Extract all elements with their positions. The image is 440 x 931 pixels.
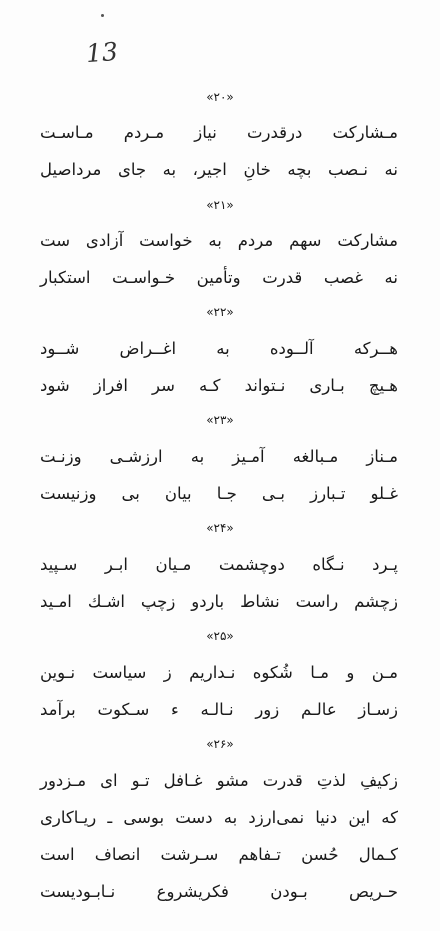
stanza-number: «۲۱» [206,198,234,212]
verse-line: نه نـصب بچه خانِ اجیر، به جای مرداصیل [40,160,398,179]
verse-line: زسـاز عالـم زور نـالـه ء سـکوت برآمد [40,700,398,719]
verse-line: مـناز مـبالغه آمـیز به ارزشـی وزنـت [40,447,398,466]
verse-line: هـیچ بـاری نـتواند کـه سر افراز شود [40,376,398,395]
stanza-number: «۲۳» [206,413,234,427]
verse-line: زچشم راست نشاط باردو زچپ اشـك امـید [40,592,398,611]
stanza-number: «۲۲» [206,305,234,319]
verse-line: کـمال حُسن تـفاهم سـرشت انصاف است [40,845,398,864]
stanza-number: «۲۴» [206,521,234,535]
verse-line: غـلو تـبارز بـی جـا بیان بی وزنیست [40,484,398,503]
page-number: 13 [85,36,119,69]
verse-line: مـشارکت درقدرت نیاز مـردم مـاسـت [40,123,398,142]
scan-speck [101,14,104,17]
verse-line: مـن و مـا شُکوه نـداریم ز سیاست نـوین [40,663,398,682]
verse-line: پـرد نـگاه دوچشمت مـیان ابـر سـپید [40,555,398,574]
verse-line: مشارکت سهم مردم به خواست آزادی ست [40,231,398,250]
verse-line: زکیفِ لذتِ قدرت مشو غـافل تـو ای مـزدور [40,771,398,790]
verse-line: نه غصب قدرت وتأمین خـواسـت استکبار [40,268,398,287]
verse-line: حـریص بـودن فکریشروع نـابـودیست [40,882,398,901]
stanza-number: «۲۵» [206,629,234,643]
verse-line: که این دنیا نمی‌ارزد به دست بوسی ـ ریـاکاری [40,808,398,827]
stanza-number: «۲۰» [206,90,234,104]
stanza-number: «۲۶» [206,737,234,751]
verse-line: هــرکه آلــوده به اغــراض شــود [40,339,398,358]
